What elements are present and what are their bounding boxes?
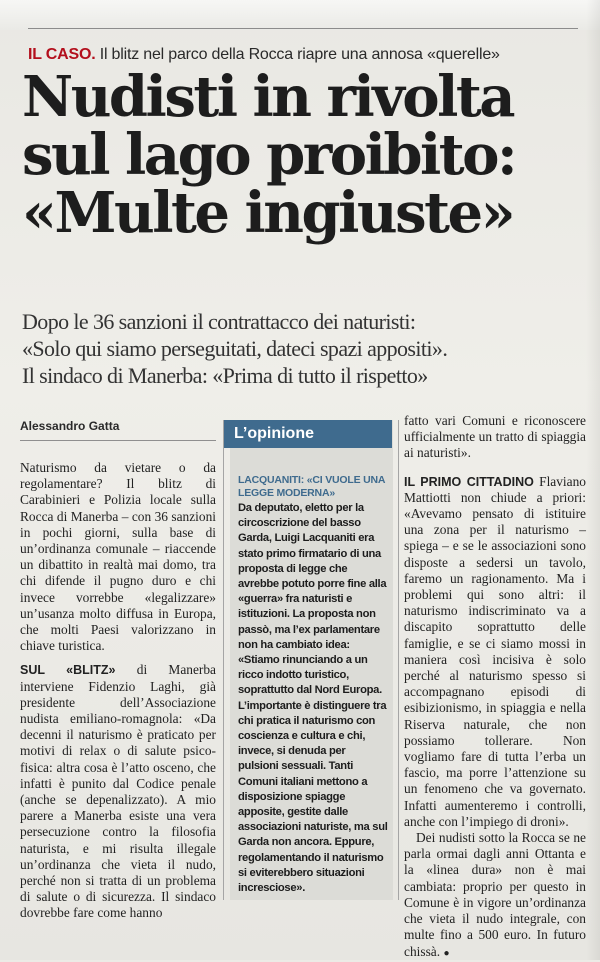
column-divider-2 (398, 420, 399, 900)
kicker-text: Il blitz nel parco della Rocca riapre una annosa «querelle» (99, 46, 500, 63)
headline-line-3: «Multe ingiuste» (22, 180, 514, 246)
col3-paragraph-2 (404, 474, 586, 830)
headline-line-2: sul lago proibito: (22, 122, 516, 188)
col3-paragraph-3 (404, 830, 586, 962)
col3-paragraph-1: fatto vari Comuni e riconoscere ufficialmente un tratto di spiaggia ai naturisti». (404, 413, 586, 461)
column-divider-1 (223, 420, 224, 900)
deck-line-1: Dopo le 36 sanzioni il contrattacco dei naturisti: (22, 309, 416, 334)
headline (22, 64, 582, 246)
col1-paragraph-2 (20, 662, 216, 921)
kicker (28, 46, 588, 64)
byline-rule (20, 440, 216, 441)
top-rule (28, 28, 578, 29)
opinion-label: L’opinione (224, 420, 392, 448)
byline: Alessandro Gatta (20, 419, 120, 433)
page-top-strip (0, 0, 600, 30)
col1-lead-in: SUL «BLITZ» (20, 663, 116, 678)
col1-paragraph-1: Naturismo da vietare o da regolamentare? Il blitz di Carabinieri e Polizia locale sulla Rocca di Manerba – con 36 sanzioni in pochi giorni, sulla base di un’ordinanza comunale – riaccende un dibattito in realtà mai domo, tra chi difende il pugno duro e chi invece vorrebbe «legalizzare» un’usanza molto diffusa in Europa, che molti Paesi valorizzano in chiave turistica. (20, 460, 216, 654)
end-mark: ● (443, 947, 450, 959)
column-1 (20, 460, 216, 922)
col1-paragraph-2-text: di Manerba interviene Fidenzio Laghi, già presidente dell’Associazione nudista emiliano-romagnola: «Da decenni il naturismo è praticato per motivi di relax o di salute psico-fisica: altra cosa è l’atto osceno, che infatti è punito dal Codice penale (anche se depenalizzato). A mio parere a Manerba esiste una vera persecuzione contro la filosofia naturista, e mi risulta illegale un’ordinanza che vieta il nudo, perché non si tratta di un problema di salute o di sicurezza. Il sindaco dovrebbe fare come hanno (20, 662, 217, 921)
kicker-label: IL CASO. (28, 46, 96, 63)
opinion-headline: LACQUANITI: «CI VUOLE UNA LEGGE MODERNA» (238, 474, 385, 499)
deck-line-3: Il sindaco di Manerba: «Prima di tutto il rispetto» (22, 363, 428, 388)
deck-line-2: «Solo qui siamo perseguitati, dateci spazi appositi». (22, 336, 448, 361)
column-3 (404, 413, 586, 962)
col3-paragraph-3-text: Dei nudisti sotto la Rocca se ne parla ormai dagli anni Ottanta e la «linea dura» non è mai cambiata: proprio per questo in Comune è in vigore un’ordinanza che vieta il nudo integrale, con multe fino a 500 euro. In futuro chissà. (404, 830, 586, 959)
opinion-body: Da deputato, eletto per la circoscrizione del basso Garda, Luigi Lacquaniti era stato primo firmatario di una proposta di legge che avrebbe potuto porre fine alla «guerra» fra naturisti e istituzioni. La proposta non passò, ma l’ex parlamentare non ha cambiato idea: «Stiamo rinunciando a un ricco indotto turistico, soprattutto dal Nord Europa. L’importante è distinguere tra chi pratica il naturismo con coscienza e cultura e chi, invece, si denuda per pulsioni sessuali. Tanti Comuni italiani mettono a disposizione spiagge apposite, gestite dalle associazioni naturiste, ma sul Garda non ancora. Eppure, regolamentando il naturismo si eviterebbero situazioni incresciose». (238, 502, 388, 895)
deck (22, 308, 592, 389)
page-edge-shadow (586, 0, 600, 960)
col3-lead-in: IL PRIMO CITTADINO (404, 474, 534, 489)
col3-paragraph-2-text: Flaviano Mattiotti non chiude a priori: «Avevamo pensato di istituire una zona per il naturismo – spiega – e se le associazioni sono disposte a sedersi un tavolo, faremo un ragionamento. Ma i problemi qui sono altri: il naturismo indiscriminato va a discapito soprattutto delle famiglie, e se ci siamo mossi in maniera così incisiva è solo perché al naturismo spesso si accompagnano episodi di esibizionismo, in spiaggia e nella Riserva naturale, che non possiamo tollerare. Non vogliamo fare di tutta l’erba un fascio, ma porre l’attenzione su un fenomeno che va governato. Infatti aumenteremo i controlli, anche con l’impiego di droni». (404, 473, 586, 829)
headline-line-1: Nudisti in rivolta (22, 64, 514, 130)
